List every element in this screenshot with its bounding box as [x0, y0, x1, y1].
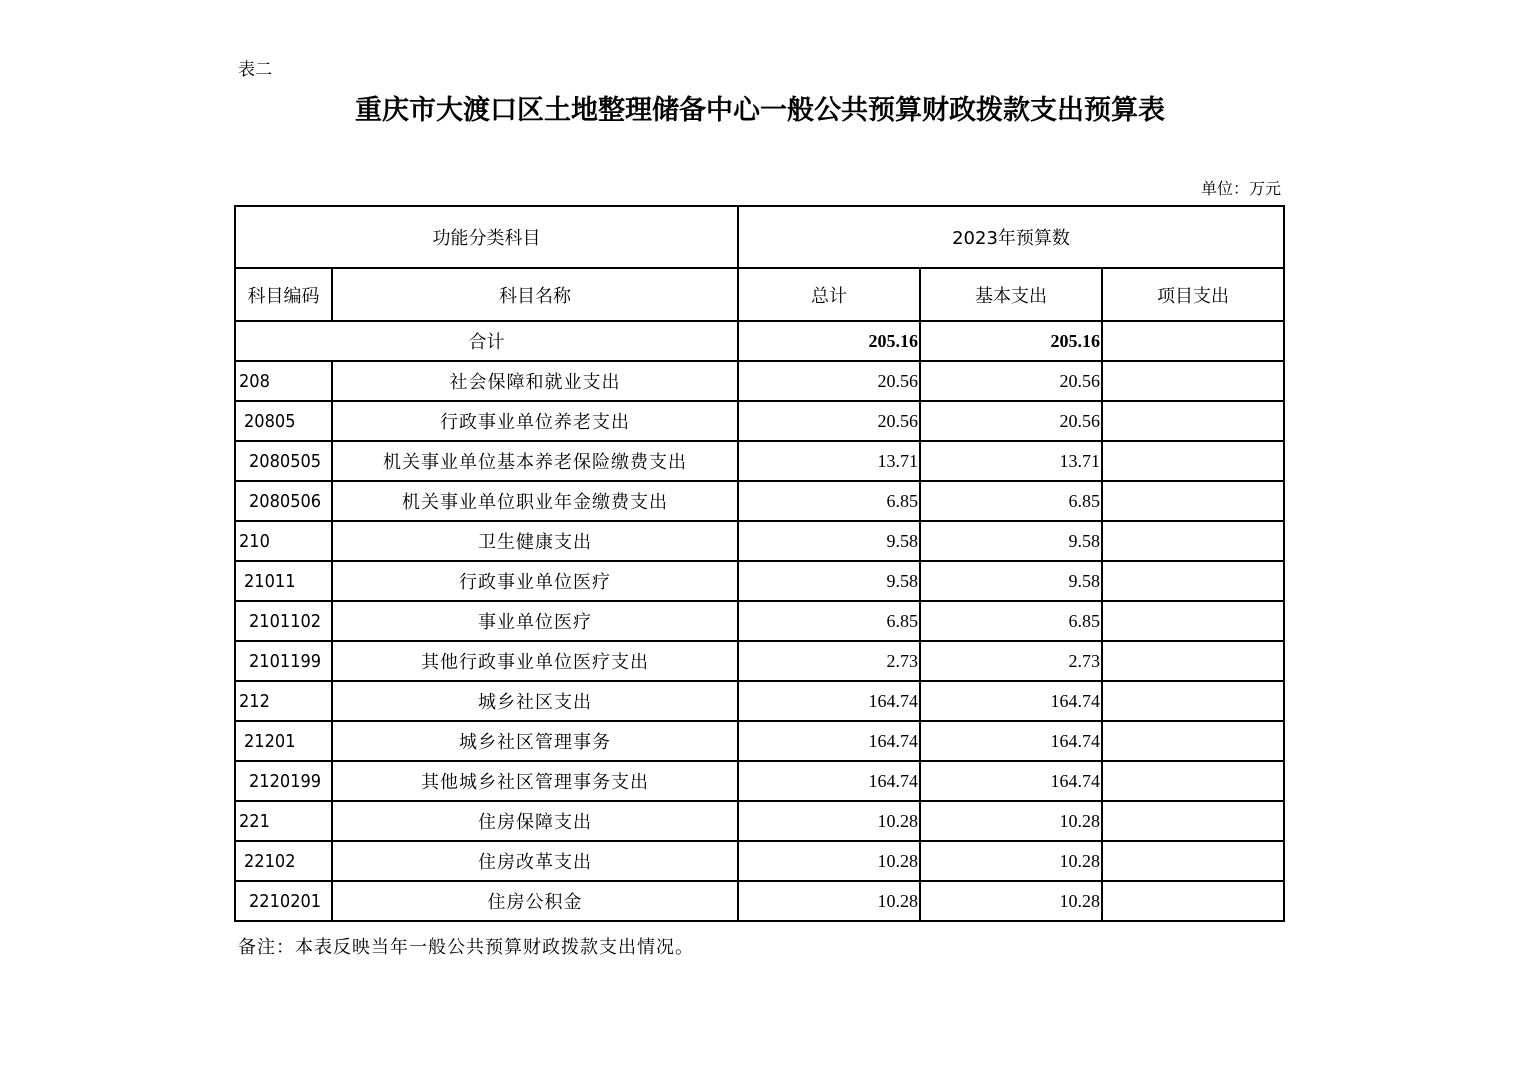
row-project	[1102, 401, 1284, 441]
table-row	[235, 881, 1284, 921]
row-basic: 20.56	[920, 361, 1102, 401]
table-row	[235, 601, 1284, 641]
row-basic: 164.74	[920, 761, 1102, 801]
table-row	[235, 761, 1284, 801]
row-name: 社会保障和就业支出	[332, 361, 738, 401]
row-project	[1102, 441, 1284, 481]
row-name: 住房改革支出	[332, 841, 738, 881]
unit-label: 单位：万元	[1200, 179, 1281, 198]
total-row	[235, 321, 1284, 361]
row-code: 21011	[235, 561, 332, 601]
table-row	[235, 801, 1284, 841]
page-title: 重庆市大渡口区土地整理储备中心一般公共预算财政拨款支出预算表	[355, 95, 1165, 126]
row-project	[1102, 881, 1284, 921]
total-label: 合计	[235, 321, 738, 361]
total-project	[1102, 321, 1284, 361]
row-project	[1102, 761, 1284, 801]
table-row	[235, 481, 1284, 521]
row-total: 164.74	[738, 761, 920, 801]
total-total: 205.16	[738, 321, 920, 361]
table-row	[235, 441, 1284, 481]
table-body	[235, 361, 1284, 921]
row-total: 164.74	[738, 721, 920, 761]
row-name: 住房保障支出	[332, 801, 738, 841]
table-row	[235, 721, 1284, 761]
row-name: 其他行政事业单位医疗支出	[332, 641, 738, 681]
row-total: 2.73	[738, 641, 920, 681]
row-code: 21201	[235, 721, 332, 761]
row-project	[1102, 641, 1284, 681]
row-project	[1102, 361, 1284, 401]
table-row	[235, 521, 1284, 561]
row-basic: 6.85	[920, 481, 1102, 521]
row-total: 10.28	[738, 881, 920, 921]
row-code: 2101199	[235, 641, 332, 681]
row-basic: 10.28	[920, 841, 1102, 881]
row-project	[1102, 801, 1284, 841]
row-name: 卫生健康支出	[332, 521, 738, 561]
row-code: 212	[235, 681, 332, 721]
row-total: 6.85	[738, 481, 920, 521]
row-project	[1102, 521, 1284, 561]
row-basic: 20.56	[920, 401, 1102, 441]
row-name: 机关事业单位职业年金缴费支出	[332, 481, 738, 521]
row-code: 210	[235, 521, 332, 561]
row-basic: 13.71	[920, 441, 1102, 481]
budget-table	[234, 205, 1285, 922]
row-basic: 164.74	[920, 721, 1102, 761]
header-project: 项目支出	[1102, 268, 1284, 321]
row-total: 9.58	[738, 561, 920, 601]
row-project	[1102, 721, 1284, 761]
header-budget-year: 2023年预算数	[738, 206, 1284, 268]
row-name: 行政事业单位养老支出	[332, 401, 738, 441]
row-basic: 10.28	[920, 881, 1102, 921]
table-row	[235, 361, 1284, 401]
row-name: 城乡社区支出	[332, 681, 738, 721]
row-name: 机关事业单位基本养老保险缴费支出	[332, 441, 738, 481]
row-name: 其他城乡社区管理事务支出	[332, 761, 738, 801]
row-total: 6.85	[738, 601, 920, 641]
row-name: 城乡社区管理事务	[332, 721, 738, 761]
row-basic: 6.85	[920, 601, 1102, 641]
row-code: 2210201	[235, 881, 332, 921]
row-project	[1102, 481, 1284, 521]
row-code: 2120199	[235, 761, 332, 801]
row-code: 208	[235, 361, 332, 401]
row-basic: 10.28	[920, 801, 1102, 841]
row-total: 10.28	[738, 841, 920, 881]
table-row	[235, 641, 1284, 681]
row-total: 10.28	[738, 801, 920, 841]
row-project	[1102, 561, 1284, 601]
header-name: 科目名称	[332, 268, 738, 321]
row-code: 20805	[235, 401, 332, 441]
row-total: 13.71	[738, 441, 920, 481]
row-total: 20.56	[738, 401, 920, 441]
footnote: 备注：本表反映当年一般公共预算财政拨款支出情况。	[238, 937, 694, 958]
table-number-label: 表二	[238, 60, 272, 80]
row-code: 2101102	[235, 601, 332, 641]
row-name: 行政事业单位医疗	[332, 561, 738, 601]
row-basic: 9.58	[920, 521, 1102, 561]
row-code: 2080506	[235, 481, 332, 521]
row-project	[1102, 841, 1284, 881]
header-total: 总计	[738, 268, 920, 321]
row-project	[1102, 601, 1284, 641]
total-basic: 205.16	[920, 321, 1102, 361]
header-basic: 基本支出	[920, 268, 1102, 321]
row-total: 9.58	[738, 521, 920, 561]
row-basic: 2.73	[920, 641, 1102, 681]
row-total: 20.56	[738, 361, 920, 401]
row-basic: 9.58	[920, 561, 1102, 601]
header-functional-category: 功能分类科目	[235, 206, 738, 268]
table-row	[235, 561, 1284, 601]
row-name: 住房公积金	[332, 881, 738, 921]
row-basic: 164.74	[920, 681, 1102, 721]
header-code: 科目编码	[235, 268, 332, 321]
table-row	[235, 841, 1284, 881]
table-row	[235, 681, 1284, 721]
row-name: 事业单位医疗	[332, 601, 738, 641]
row-code: 2080505	[235, 441, 332, 481]
row-project	[1102, 681, 1284, 721]
table-row	[235, 401, 1284, 441]
row-code: 221	[235, 801, 332, 841]
row-total: 164.74	[738, 681, 920, 721]
row-code: 22102	[235, 841, 332, 881]
header-row-1	[235, 206, 1284, 268]
header-row-2	[235, 268, 1284, 321]
